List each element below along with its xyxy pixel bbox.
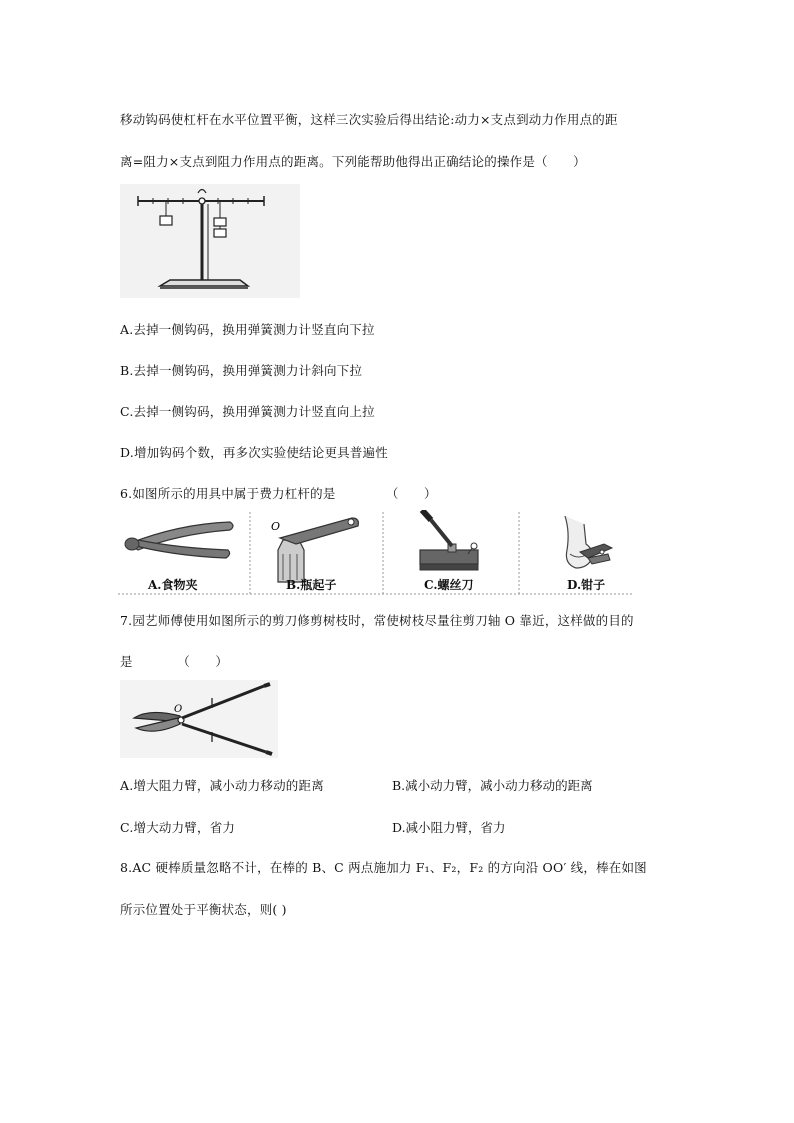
lever-balance-figure bbox=[120, 184, 300, 298]
question-6-text: 6.如图所示的用具中属于费力杠杆的是 bbox=[120, 486, 336, 501]
question-8-line: 所示位置处于平衡状态，则( ) bbox=[120, 902, 287, 917]
question-7-line: 是 （ ） bbox=[120, 654, 229, 669]
screwdriver-icon bbox=[420, 510, 478, 570]
tool-label-d: D.钳子 bbox=[567, 578, 606, 592]
answer-paren: （ ） bbox=[385, 486, 437, 501]
pivot-o-label: O bbox=[174, 704, 183, 715]
option-b: B.减小动力臂，减小动力移动的距离 bbox=[392, 778, 593, 793]
option-a: A.去掉一侧钩码，换用弹簧测力计竖直向下拉 bbox=[120, 322, 375, 337]
option-b: B.去掉一侧钩码，换用弹簧测力计斜向下拉 bbox=[120, 363, 363, 378]
option-a: A.增大阻力臂，减小动力移动的距离 bbox=[120, 778, 324, 793]
option-c: C.去掉一侧钩码，换用弹簧测力计竖直向上拉 bbox=[120, 404, 375, 419]
question-text-line: 移动钩码使杠杆在水平位置平衡，这样三次实验后得出结论:动力×支点到动力作用点的距 bbox=[120, 112, 618, 127]
question-6-stem bbox=[120, 484, 437, 502]
bottle-opener-icon bbox=[271, 518, 358, 582]
tool-label-a: A.食物夹 bbox=[148, 578, 198, 592]
food-tongs-icon bbox=[125, 522, 233, 558]
point-o-label: O bbox=[271, 520, 281, 533]
tools-figure-row bbox=[118, 510, 634, 596]
option-d: D.增加钩码个数，再多次实验使结论更具普遍性 bbox=[120, 445, 388, 460]
tool-label-c: C.螺丝刀 bbox=[424, 578, 474, 592]
option-d: D.减小阻力臂，省力 bbox=[392, 820, 506, 835]
pliers-icon bbox=[565, 516, 612, 568]
question-7-line: 7.园艺师傅使用如图所示的剪刀修剪树枝时，常使树枝尽量往剪刀轴 O 靠近，这样做的目的 bbox=[120, 613, 634, 628]
question-text-line: 离=阻力×支点到阻力作用点的距离。下列能帮助他得出正确结论的操作是（ ） bbox=[120, 154, 586, 169]
tool-label-b: B.瓶起子 bbox=[286, 578, 337, 592]
shears-figure bbox=[120, 680, 278, 758]
option-c: C.增大动力臂，省力 bbox=[120, 820, 236, 835]
question-8-line: 8.AC 硬棒质量忽略不计，在棒的 B、C 两点施加力 F₁、F₂，F₂ 的方向沿 OO′ 线，棒在如图 bbox=[120, 860, 647, 875]
